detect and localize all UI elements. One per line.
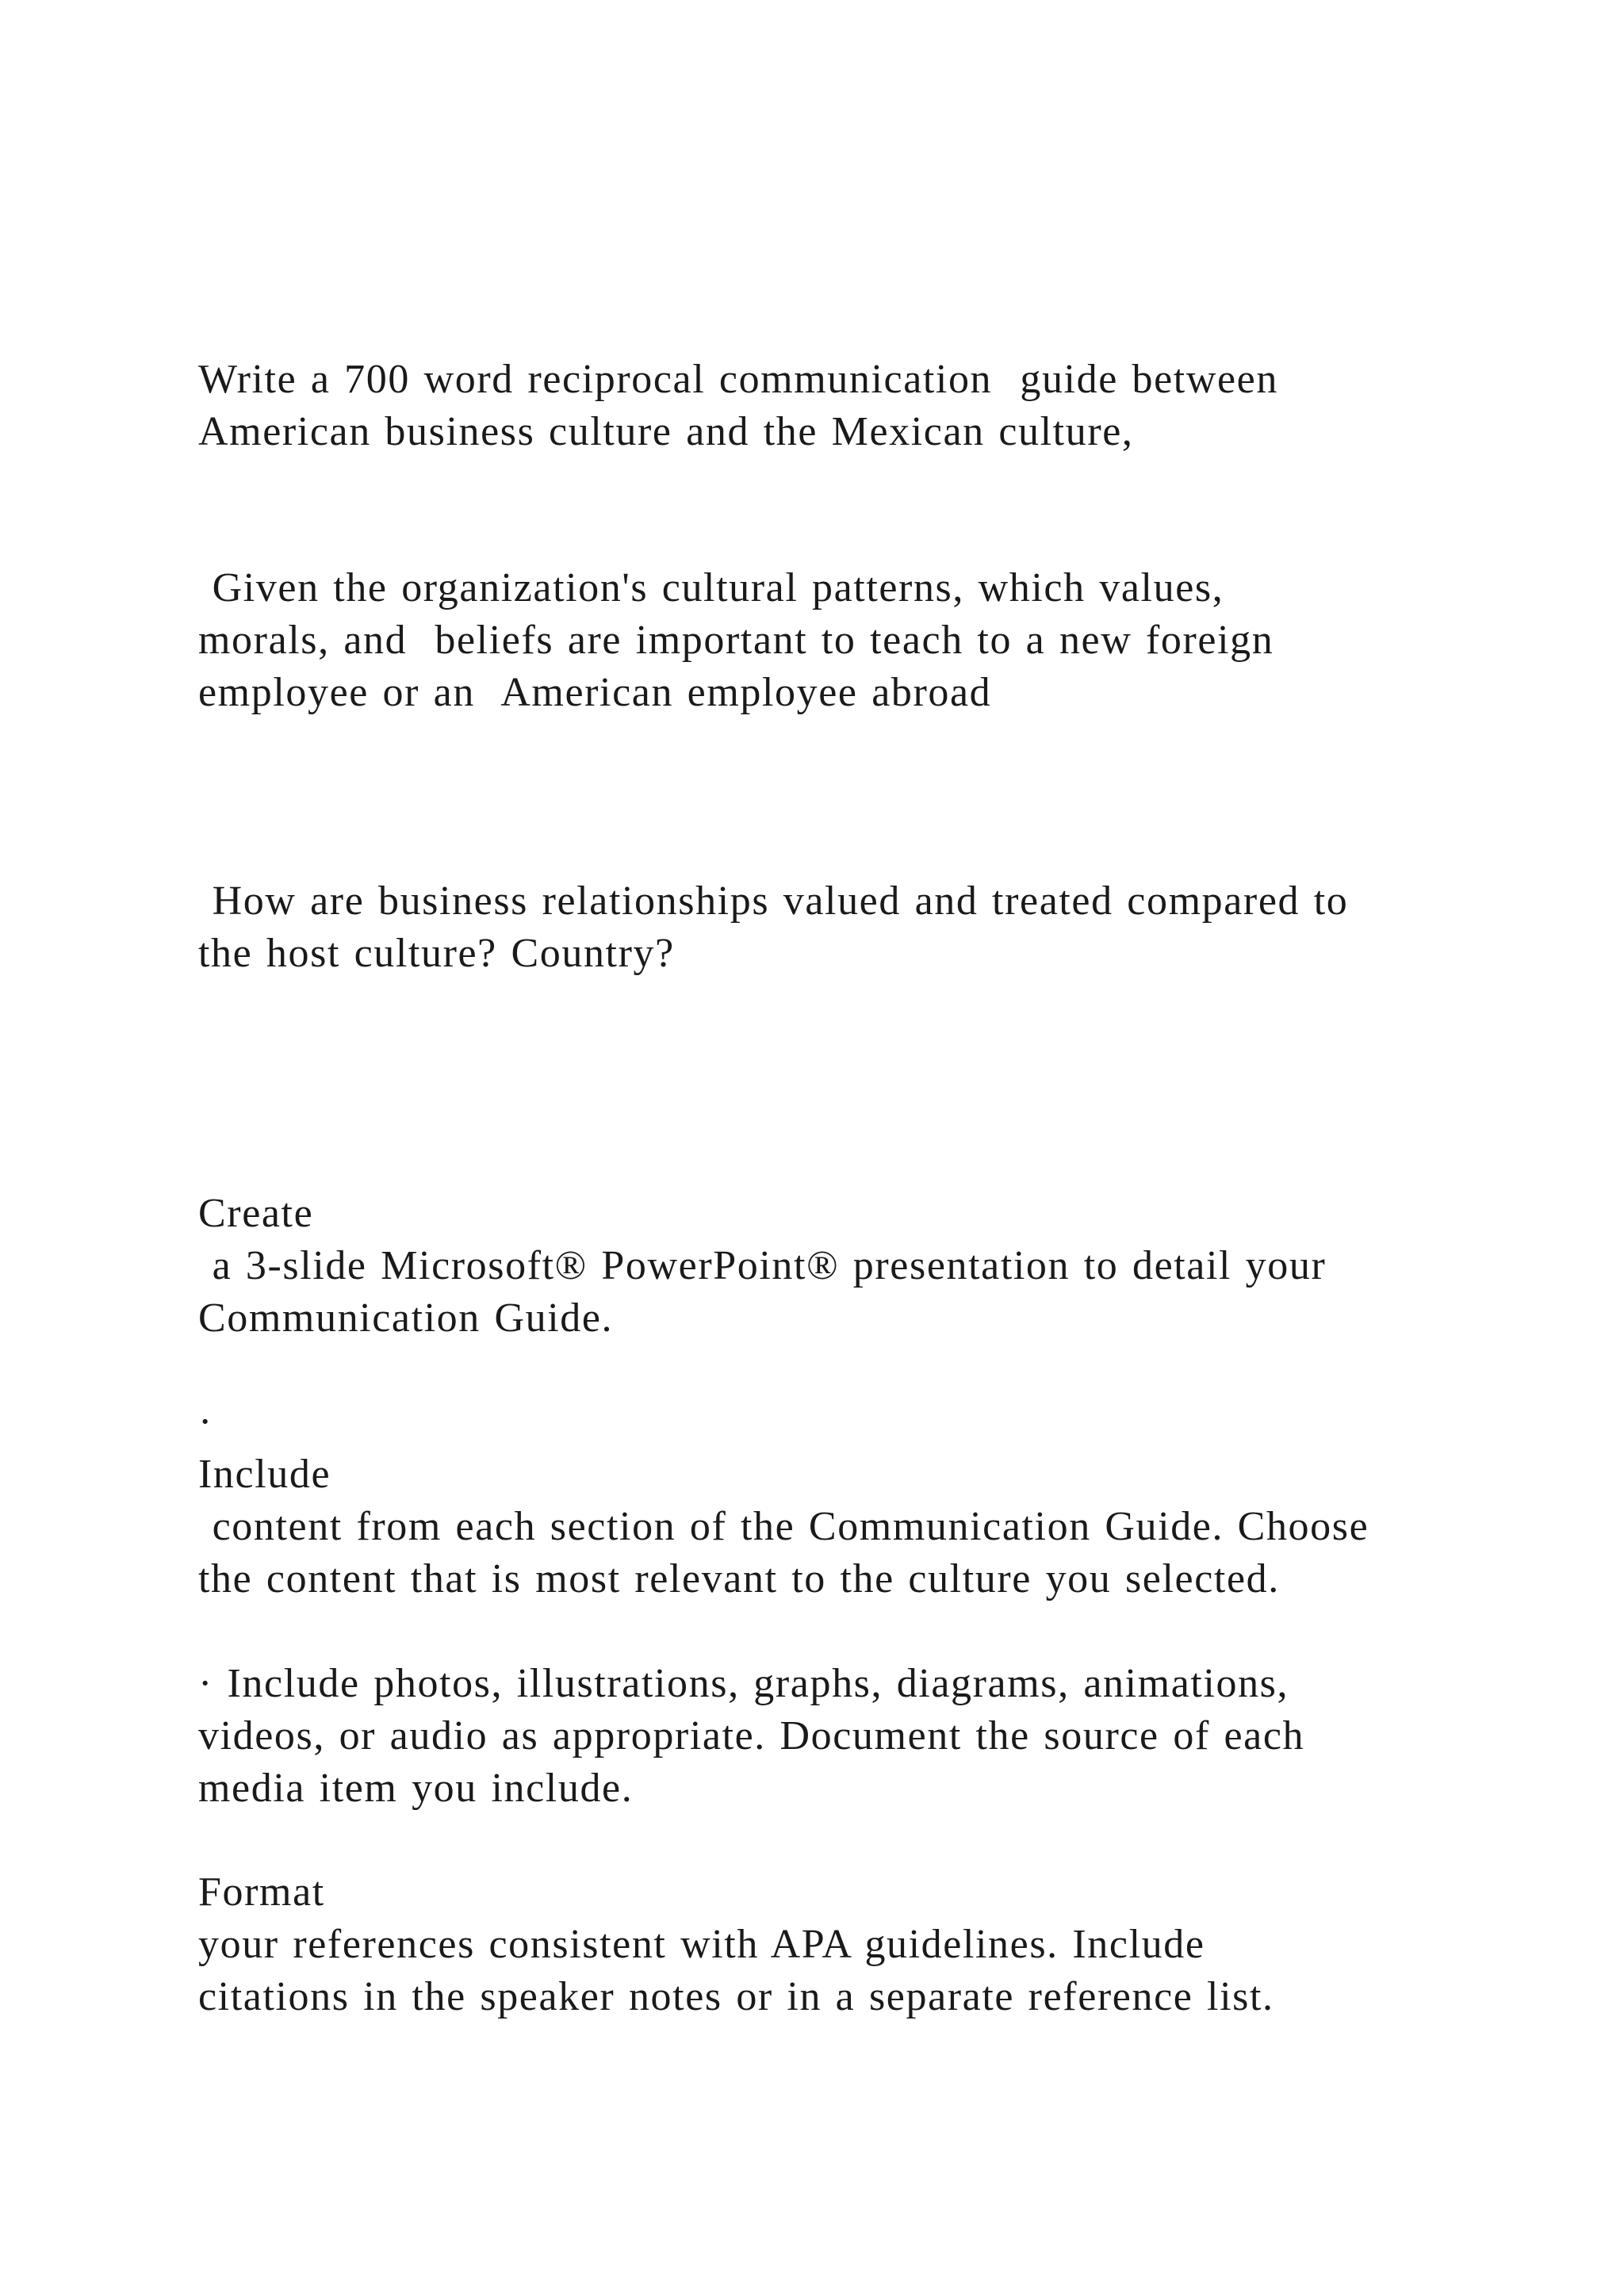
paragraph-1-line-2: American business culture and the Mexican culture,: [198, 409, 1134, 454]
paragraph-3-line-1: How are business relationships valued and treated compared to: [198, 878, 1349, 924]
paragraph-3-line-2: the host culture? Country?: [198, 931, 675, 976]
paragraph-5-line-3: the content that is most relevant to the culture you selected.: [198, 1556, 1280, 1601]
paragraph-2-line-1: Given the organization's cultural patterns, which values,: [198, 565, 1224, 610]
paragraph-5-line-1: Include: [198, 1452, 331, 1497]
paragraph-6-line-3: media item you include.: [198, 1766, 634, 1811]
paragraph-1-line-1: Write a 700 word reciprocal communication guide between: [198, 357, 1278, 402]
paragraph-6-line-2: videos, or audio as appropriate. Document the source of each: [198, 1713, 1305, 1758]
paragraph-2-line-3: employee or an American employee abroad: [198, 670, 992, 715]
paragraph-4-line-1: Create: [198, 1191, 314, 1236]
paragraph-4-line-2: a 3-slide Microsoft® PowerPoint® presentation to detail your: [198, 1243, 1327, 1288]
paragraph-4-line-3: Communication Guide.: [198, 1295, 614, 1341]
paragraph-2-line-2: morals, and beliefs are important to teach to a new foreign: [198, 618, 1274, 663]
paragraph-7-line-2: your references consistent with APA guidelines. Include: [198, 1922, 1205, 1967]
paragraph-5-line-2: content from each section of the Communication Guide. Choose: [198, 1504, 1369, 1549]
paragraph-5-bullet: ·: [198, 1399, 213, 1445]
paragraph-6-line-1: · Include photos, illustrations, graphs, diagrams, animations,: [198, 1661, 1289, 1706]
paragraph-7-line-3: citations in the speaker notes or in a separate reference list.: [198, 1974, 1274, 2019]
paragraph-7-line-1: Format: [198, 1869, 325, 1915]
